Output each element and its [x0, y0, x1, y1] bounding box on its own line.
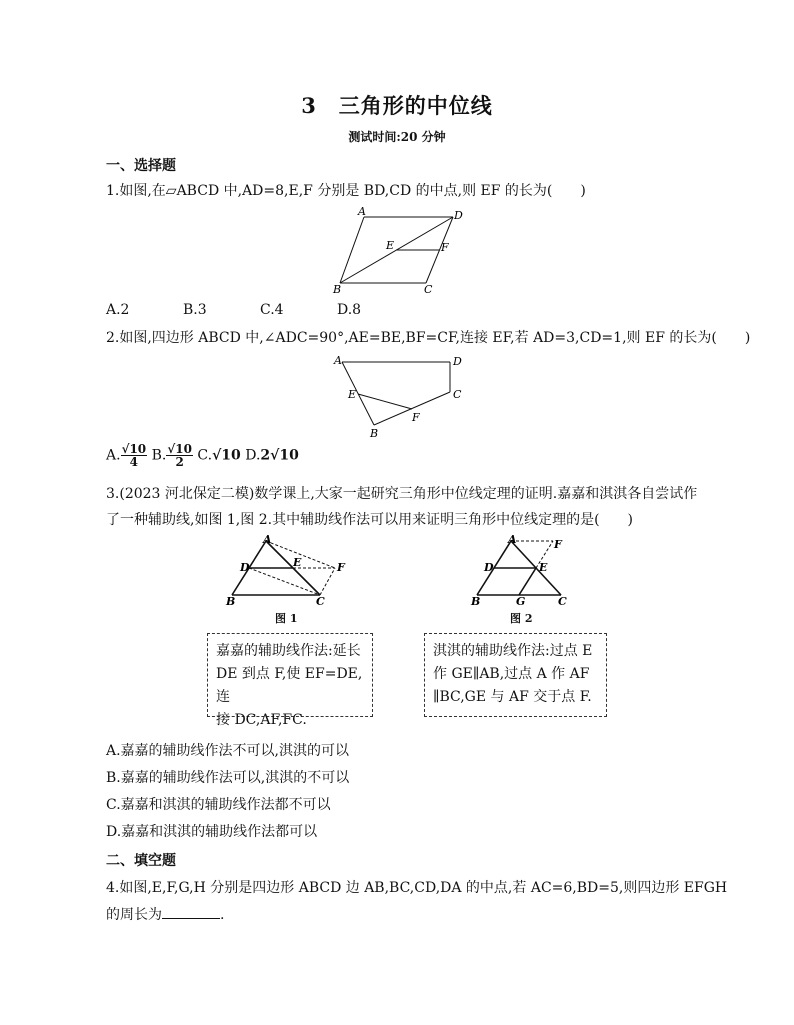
fraction-denominator: 4	[129, 455, 139, 469]
question-3-line-2: 了一种辅助线,如图 1,图 2.其中辅助线作法可以用来证明三角形中位线定理的是( )	[106, 512, 633, 528]
box-line: 淇淇的辅助线作法:过点 E	[433, 643, 593, 659]
section-heading-choice: 一、选择题	[106, 158, 176, 174]
label-B: B	[333, 283, 342, 296]
question-3-figure-2	[465, 535, 580, 614]
question-2-text: 2.如图,四边形 ABCD 中,∠ADC=90°,AE=BE,BF=CF,连接 EF,若 AD=3,CD=1,则 EF 的长为( )	[106, 330, 751, 346]
quadrilateral-diagram	[330, 352, 470, 442]
label-C: C	[424, 283, 433, 296]
label-D: D	[454, 209, 463, 222]
q2-option-b-fraction	[166, 443, 193, 468]
q2-option-a-prefix: A.	[106, 447, 121, 464]
label-D: D	[240, 561, 250, 574]
label-C: C	[316, 595, 325, 608]
label-A: A	[358, 205, 366, 218]
q1-option-a: A.2	[106, 302, 130, 318]
q2-option-d-value: 2√10	[260, 447, 299, 464]
label-B: B	[471, 595, 481, 608]
fraction-numerator: √10	[167, 442, 192, 456]
q2-options	[106, 443, 299, 468]
page-subtitle: 测试时间:20 分钟	[348, 130, 446, 144]
q3-option-c: C.嘉嘉和淇淇的辅助线作法都不可以	[106, 797, 331, 813]
figure-1-caption: 图 1	[275, 612, 298, 625]
label-D: D	[484, 561, 494, 574]
triangle-diagram-2	[465, 535, 580, 610]
label-A: A	[508, 535, 517, 546]
label-C: C	[558, 595, 567, 608]
box-line: DE 到点 F,使 EF=DE,连	[216, 666, 363, 705]
fraction-denominator: 2	[175, 455, 184, 469]
box-line: ∥BC,GE 与 AF 交于点 F.	[433, 689, 592, 705]
label-E: E	[348, 388, 357, 401]
box-line: 接 DC,AF,FC.	[216, 712, 307, 728]
question-4-line-2-end: .	[220, 907, 225, 923]
q2-option-d-prefix: D.	[245, 447, 261, 464]
q1-option-c: C.4	[260, 302, 284, 318]
question-2-figure	[330, 352, 470, 446]
q1-option-b: B.3	[183, 302, 207, 318]
question-1-text: 1.如图,在▱ABCD 中,AD=8,E,F 分别是 BD,CD 的中点,则 EF 的长为( )	[106, 183, 586, 199]
question-4-line-1: 4.如图,E,F,G,H 分别是四边形 ABCD 边 AB,BC,CD,DA 的中点,若 AC=6,BD=5,则四边形 EFGH	[106, 880, 728, 896]
q3-option-d: D.嘉嘉和淇淇的辅助线作法都可以	[106, 824, 318, 840]
page-title: 3 三角形的中位线	[301, 93, 493, 118]
q2-option-a-fraction	[121, 443, 148, 468]
label-C: C	[453, 388, 462, 401]
question-4-line-2	[106, 902, 224, 928]
label-B: B	[370, 427, 379, 440]
q1-option-d: D.8	[337, 302, 362, 318]
q3-option-b: B.嘉嘉的辅助线作法可以,淇淇的不可以	[106, 770, 350, 786]
q2-option-c-value: √10	[212, 447, 241, 464]
box-line: 嘉嘉的辅助线作法:延长	[216, 643, 361, 659]
label-E: E	[539, 561, 548, 574]
label-A: A	[334, 354, 342, 367]
label-F: F	[337, 561, 345, 574]
label-A: A	[263, 535, 272, 546]
qiqi-method-box	[424, 633, 607, 717]
label-G: G	[516, 595, 526, 608]
box-line: 作 GE∥AB,过点 A 作 AF	[433, 666, 590, 682]
label-E: E	[293, 556, 302, 569]
question-3-line-1: 3.(2023 河北保定二模)数学课上,大家一起研究三角形中位线定理的证明.嘉嘉和淇淇各自尝试作	[106, 486, 698, 502]
q3-option-a: A.嘉嘉的辅助线作法不可以,淇淇的可以	[106, 743, 350, 759]
parallelogram-diagram	[330, 205, 470, 297]
label-D: D	[453, 355, 462, 368]
triangle-diagram-1	[220, 535, 350, 610]
answer-blank[interactable]	[162, 904, 220, 919]
jiajia-method-box	[207, 633, 373, 728]
label-F: F	[412, 411, 420, 424]
q2-option-b-prefix: B.	[151, 447, 167, 464]
figure-2-caption: 图 2	[510, 612, 533, 625]
question-1-figure	[330, 205, 470, 301]
label-B: B	[226, 595, 236, 608]
section-heading-fill: 二、填空题	[106, 853, 176, 869]
question-3-figure-1	[220, 535, 350, 614]
label-F: F	[441, 241, 449, 254]
q2-option-c-prefix: C.	[197, 447, 213, 464]
fraction-numerator: √10	[121, 442, 147, 456]
label-E: E	[386, 239, 395, 252]
question-4-line-2-text: 的周长为	[106, 907, 162, 923]
label-F: F	[554, 538, 562, 551]
